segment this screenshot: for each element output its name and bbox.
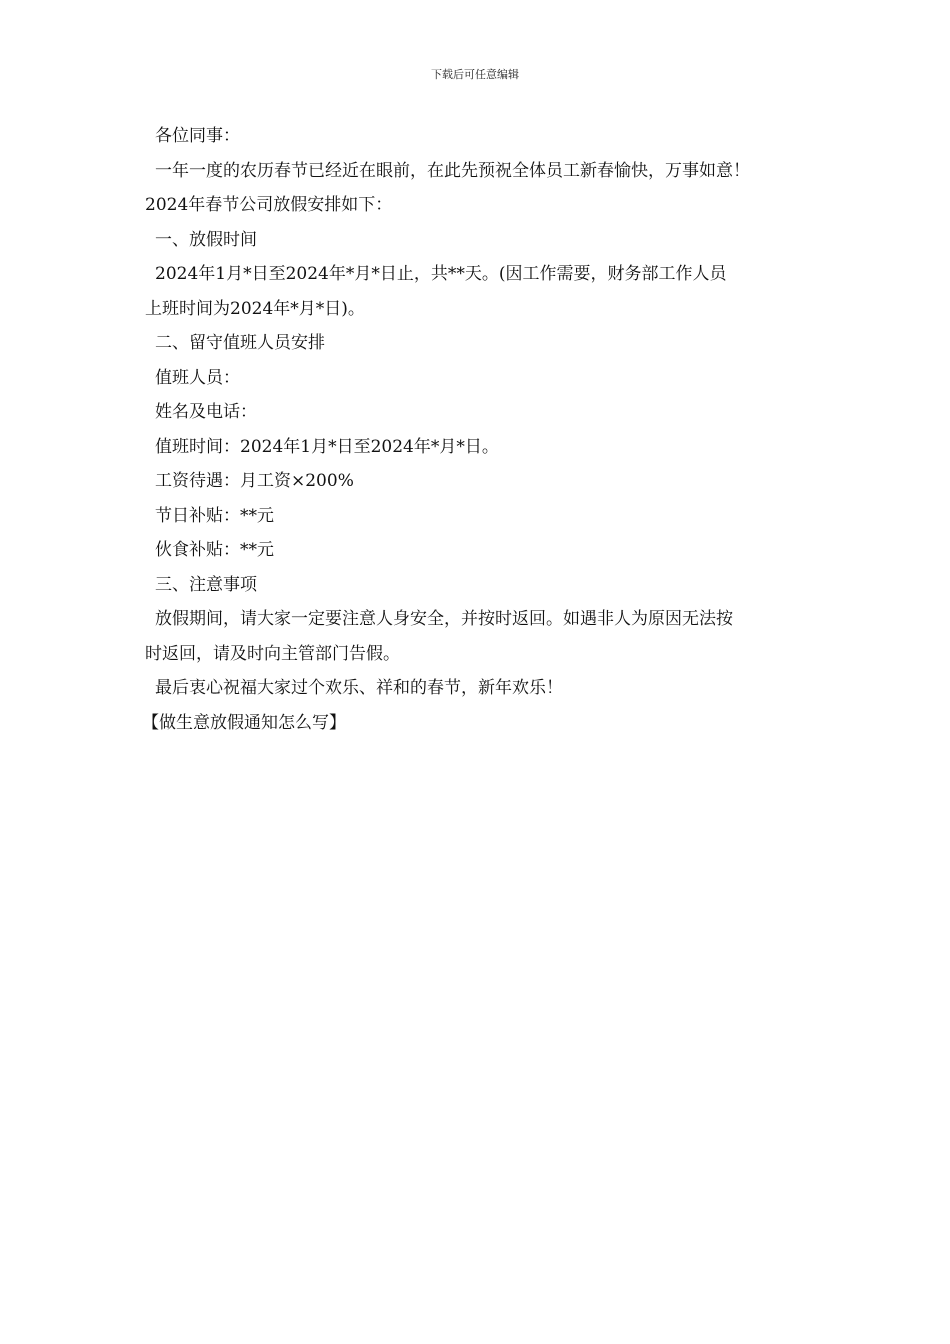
notes-paragraph: 放假期间，请大家一定要注意人身安全，并按时返回。如遇非人为原因无法按: [155, 609, 733, 629]
closing-wishes: 最后衷心祝福大家过个欢乐、祥和的春节，新年欢乐！: [155, 678, 563, 698]
footer-title: 【做生意放假通知怎么写】: [142, 712, 346, 733]
section-heading-notes: 三、注意事项: [155, 574, 257, 595]
duty-time: 值班时间：2024年1月*日至2024年*月*日。: [155, 436, 499, 457]
greeting: 各位同事：: [155, 126, 240, 146]
duty-staff: 值班人员：: [155, 367, 240, 388]
header-note: 下载后可任意编辑: [431, 68, 519, 81]
duty-name-phone: 姓名及电话：: [155, 402, 257, 422]
holiday-allowance: 节日补贴：**元: [155, 505, 274, 526]
holiday-dates: 2024年1月*日至2024年*月*日止，共**天。(因工作需要，财务部工作人员: [155, 264, 727, 284]
paragraph-intro-continued: 2024年春节公司放假安排如下：: [145, 195, 393, 215]
duty-wage: 工资待遇：月工资×200%: [155, 471, 354, 491]
document-body: [142, 119, 815, 740]
paragraph-intro: 一年一度的农历春节已经近在眼前，在此先预祝全体员工新春愉快，万事如意！: [155, 160, 750, 181]
notes-paragraph-continued: 时返回，请及时向主管部门告假。: [145, 643, 400, 664]
section-heading-duty: 二、留守值班人员安排: [155, 333, 325, 353]
section-heading-holiday-time: 一、放假时间: [155, 229, 257, 250]
meal-allowance: 伙食补贴：**元: [155, 540, 274, 560]
holiday-dates-continued: 上班时间为2024年*月*日)。: [145, 298, 365, 319]
